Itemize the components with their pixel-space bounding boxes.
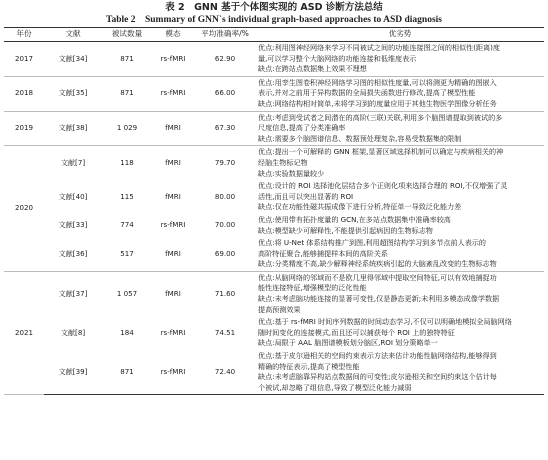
pros-cons-line: 缺点:未考虑脑功能连接的显著可变性,仅是静态更新;未利用多模态成像学数据 [258, 294, 500, 304]
cell-subjects: 871 [102, 350, 152, 395]
header-reference: 文献 [44, 28, 102, 42]
cell-reference: 文献[35] [44, 76, 102, 111]
pros-cons-line: 优点:用孪生图卷积神经网络学习图的相似性度量,可以将测更为精确的图嵌入 [258, 77, 497, 87]
pros-cons-line: 个被试,却忽略了组信息,导致了模型泛化能力减弱 [258, 382, 412, 392]
pros-cons-line: 缺点:模型缺少可解释性,不能提供引起病因的生物标志物 [258, 225, 433, 235]
cell-modality: fMRI [152, 146, 194, 180]
pros-cons-line: 优点:将 U-Net 体系结构推广到图,利用超图结构学习到多节点前人表示的 [258, 238, 486, 248]
cell-pros-cons [256, 237, 544, 271]
pros-cons-line: 缺点:实验数据量较少 [258, 168, 325, 178]
pros-cons-line: 尺度信息,提高了分类准确率 [258, 123, 346, 133]
table-body [4, 42, 544, 395]
table-header-row [4, 28, 544, 42]
pros-cons-line: 缺点:网络结构相对简单,未将学习到的度量应用于其他生物医学图像分析任务 [258, 98, 497, 108]
cell-modality: rs-fMRI [160, 220, 186, 230]
pros-cons-line: 优点:考虑到受试者之间潜在的高阶(三联)关联,利用多个脑图谱提取到被试的多 [258, 112, 503, 122]
cell-pros-cons [256, 42, 544, 77]
table-row [4, 180, 544, 214]
cell-reference: 文献[8] [60, 327, 86, 337]
cell-modality: fMRI [165, 191, 181, 201]
cell-year: 2019 [4, 111, 44, 146]
cell-reference: 文献[39] [44, 350, 102, 395]
pros-cons-line: 缺点:未考虑脑靠异构站点数据间的可变性;皮尔逊相关和空间约束这个估计每 [258, 372, 497, 382]
cell-accuracy: 67.30 [194, 111, 256, 146]
cell-subjects: 1 057 [102, 271, 152, 316]
pros-cons-line: 优点:基于皮尔逊相关的空间约束表示方法来估计功能性脑网络结构,能够得到 [258, 351, 497, 361]
cell-reference: 文献[33] [58, 220, 88, 230]
pros-cons-line: 优点:提出一个可解释的 GNN 框架,显著区域选择机制可以确定与疾病相关的神 [258, 147, 504, 157]
cell-accuracy: 80.00 [214, 191, 236, 201]
cell-accuracy: 70.00 [214, 220, 236, 230]
table-row [4, 76, 544, 111]
header-modality: 模态 [152, 28, 194, 42]
cell-year: 2018 [4, 76, 44, 111]
cell-accuracy: 69.00 [214, 248, 236, 258]
cell-reference: 文献[34] [44, 42, 102, 77]
header-year: 年份 [4, 28, 44, 42]
table-caption-cn: 表 2 GNN 基于个体图实现的 ASD 诊断方法总结 [165, 2, 383, 13]
cell-subjects: 118 [102, 146, 152, 180]
cell-year: 2017 [4, 42, 44, 77]
cell-pros-cons [256, 111, 544, 146]
cell-accuracy: 66.00 [194, 76, 256, 111]
pros-cons-line: 优点:基于 rs-fMRI 时间序列数据的时间动态学习,不仅可以明确地模拟全局脑网络 [258, 317, 512, 327]
pros-cons-line: 随时间变化的连接模式,而且还可以捕获每个 ROI 上的独特特征 [258, 327, 455, 337]
cell-reference: 文献[38] [44, 111, 102, 146]
cell-modality: rs-fMRI [152, 350, 194, 395]
table-row [4, 237, 544, 271]
pros-cons-line: 优点:使用带有拓扑度量的 GCN,在多站点数据集中准确率较高 [258, 214, 451, 224]
table-row [4, 271, 544, 316]
table-row [4, 42, 544, 77]
cell-subjects: 115 [120, 191, 134, 201]
pros-cons-line: 优点:利用图神经网络来学习不同被试之间的功能连接图之间的相似性(距离)度 [258, 43, 501, 52]
cell-modality: fMRI [165, 248, 181, 258]
cell-pros-cons [256, 180, 544, 214]
pros-cons-line: 经脑生物标记物 [258, 157, 308, 167]
cell-modality: rs-fMRI [160, 327, 186, 337]
cell-pros-cons [256, 350, 544, 395]
cell-pros-cons [256, 146, 544, 180]
cell-reference: 文献[36] [58, 248, 88, 258]
cell-modality: fMRI [152, 271, 194, 316]
cell-subjects: 517 [120, 248, 134, 258]
cell-accuracy: 79.70 [194, 146, 256, 180]
table-row [4, 214, 544, 237]
pros-cons-line: 缺点:仅在功能性磁共振成像下进行分析,特征单一导致泛化能力差 [258, 202, 462, 212]
cell-subjects: 871 [102, 76, 152, 111]
pros-cons-line: 缺点:局限于 AAL 脑图谱模板划分脑区,ROI 划分策略单一 [258, 338, 438, 348]
cell-reference: 文献[40] [58, 191, 88, 201]
pros-cons-line: 精确的特征表示,提高了模型性能 [258, 361, 360, 371]
cell-accuracy: 71.60 [194, 271, 256, 316]
pros-cons-line: 表示,并对之前用于异构数据的全局损失函数进行修改,提高了模型性能 [258, 88, 476, 98]
table-row [4, 146, 544, 180]
cell-pros-cons [256, 271, 544, 316]
pros-cons-line: 缺点:在跨站点数据集上效果不理想 [258, 64, 367, 74]
cell-pros-cons [256, 76, 544, 111]
cell-modality: rs-fMRI [152, 76, 194, 111]
cell-subjects: 774 [120, 220, 134, 230]
pros-cons-line: 提高预测效果 [258, 304, 301, 314]
cell-subjects: 871 [102, 42, 152, 77]
table-row [4, 350, 544, 395]
cell-accuracy: 62.90 [194, 42, 256, 77]
header-pros-cons: 优劣势 [256, 28, 544, 42]
pros-cons-line: 高阶特征聚合,能够捕提样本间的高阶关系 [258, 248, 388, 258]
table-row [4, 111, 544, 146]
pros-cons-line: 活性,而且可以突出显著的 ROI [258, 191, 354, 201]
pros-cons-line: 缺点:需要多个脑图谱信息、数据预处理复杂,容易受数据集的限制 [258, 133, 462, 143]
cell-modality: fMRI [152, 111, 194, 146]
table-row [4, 316, 544, 350]
cell-reference: 文献[37] [44, 271, 102, 316]
pros-cons-line: 能性连接特征,增强模型的泛化性能 [258, 283, 367, 293]
pros-cons-line: 优点:从脑网络的邻域而不是欧几里得邻域中提取空间特征,可以有效地捕捉功 [258, 272, 497, 282]
cell-accuracy: 72.40 [194, 350, 256, 395]
cell-reference: 文献[7] [44, 146, 102, 180]
pros-cons-line: 优点:设计的 ROI 选择池化层结合多个正则化项来选择合理的 ROI,不仅增强了灵 [258, 181, 508, 191]
header-accuracy: 平均准确率/% [194, 28, 256, 42]
cell-accuracy: 74.51 [214, 327, 236, 337]
header-subjects: 被试数量 [102, 28, 152, 42]
cell-year: 2020 [4, 146, 44, 272]
pros-cons-line: 量,可以学习整个大脑网络的功能连接和低维度表示 [258, 53, 417, 63]
summary-table [4, 27, 544, 395]
cell-pros-cons [256, 214, 544, 237]
table-caption-en: Table 2 Summary of GNN`s individual graph-based approaches to ASD diagnosis [105, 15, 442, 25]
cell-modality: rs-fMRI [152, 42, 194, 77]
pros-cons-line: 缺点:分类精度不高,缺少解释神经系统疾病引起的大脑紊乱改变的生物标志物 [258, 259, 497, 269]
cell-subjects: 184 [120, 327, 134, 337]
cell-year: 2021 [4, 271, 44, 395]
cell-subjects: 1 029 [102, 111, 152, 146]
cell-pros-cons [256, 316, 544, 350]
